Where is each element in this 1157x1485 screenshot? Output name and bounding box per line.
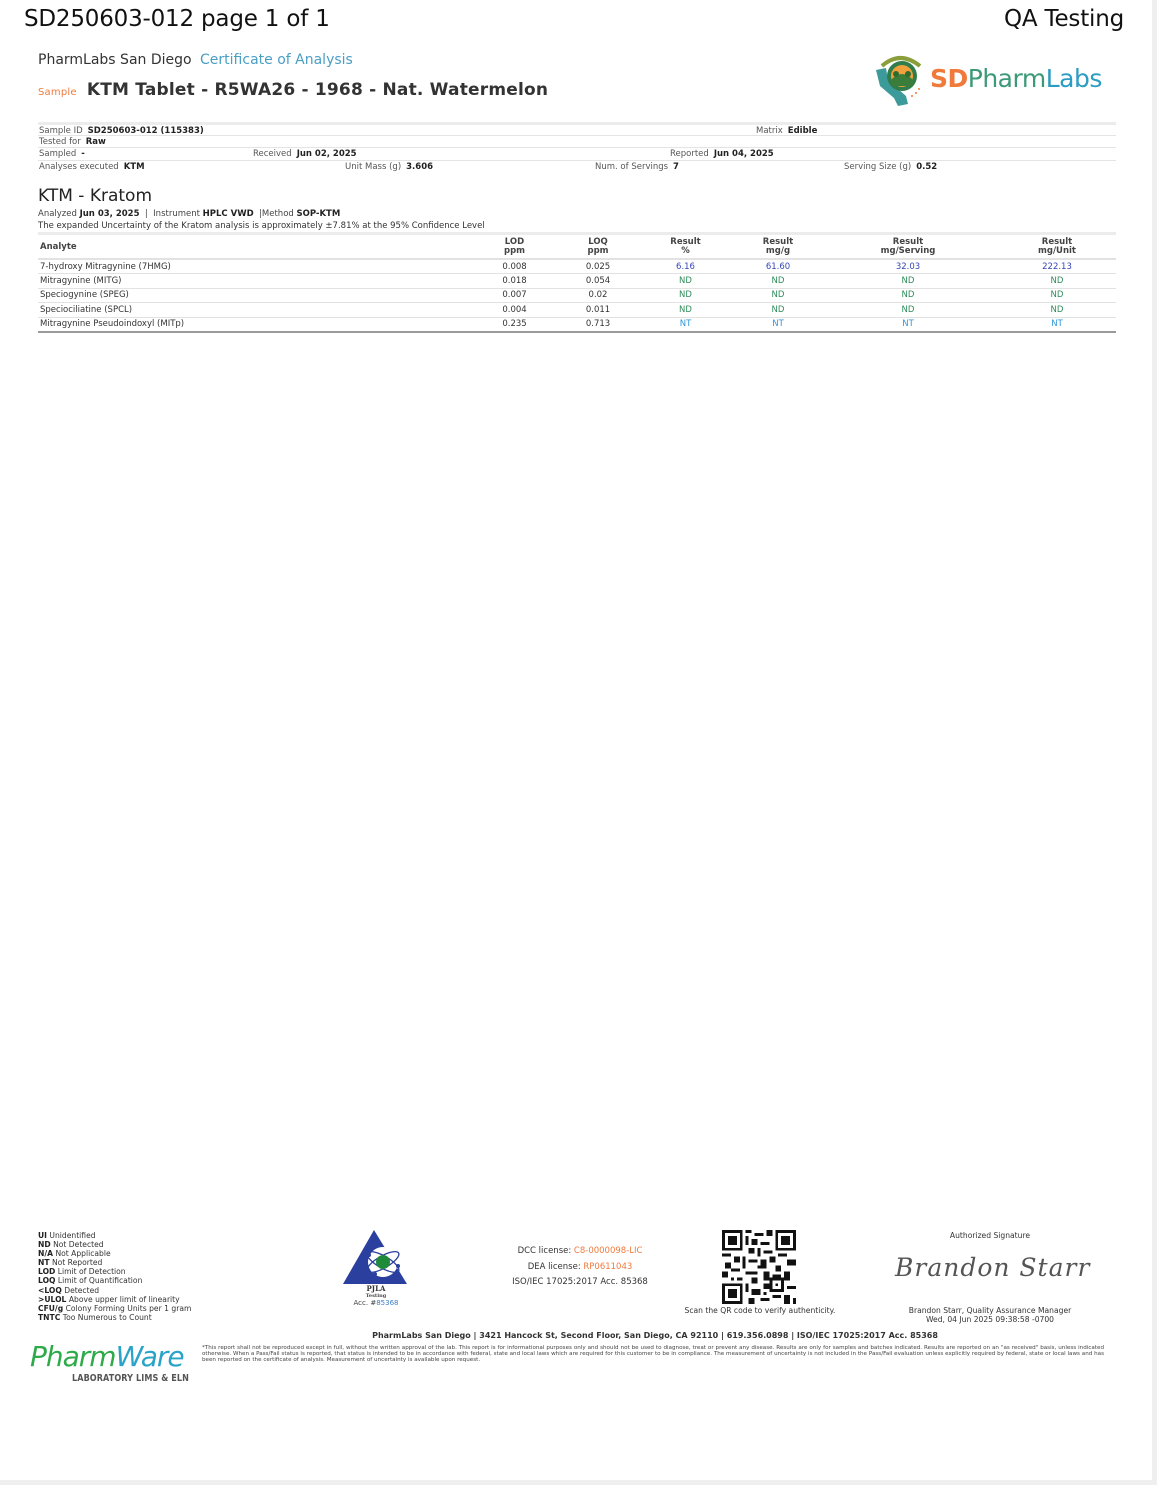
sampled-field: Sampled - (39, 149, 85, 159)
qr-code[interactable] (721, 1230, 797, 1304)
col-header-loq: LOQ ppm (563, 234, 633, 260)
serving-size-field: Serving Size (g) 0.52 (844, 161, 938, 172)
table-row: Speciociliatine (SPCL) 0.004 0.011 ND ND ND ND (38, 303, 1116, 318)
sample-info-table (38, 122, 1116, 172)
sample-id-field: Sample ID SD250603-012 (115383) (39, 126, 204, 136)
pharmware-tagline: LABORATORY LIMS & ELN (72, 1373, 189, 1384)
abbreviation-legend (38, 1231, 191, 1322)
legend-item: LOQ Limit of Quantification (38, 1276, 143, 1286)
iso-accreditation: ISO/IEC 17025:2017 Acc. 85368 (512, 1277, 648, 1287)
signatory: Brandon Starr, Quality Assurance Manager Wed, 04 Jun 2025 09:38:58 -0700 (908, 1306, 1072, 1324)
table-row: Mitragynine Pseudoindoxyl (MITp) 0.235 0.713 NT NT NT NT (38, 317, 1116, 332)
pharmware-logo (30, 1340, 189, 1390)
col-header-result-pct: Result % (633, 234, 738, 260)
legend-item: >ULOL Above upper limit of linearity (38, 1294, 180, 1304)
section-title: KTM - Kratom (38, 186, 153, 206)
info-row (38, 147, 1116, 160)
dcc-license: DCC license: C8-0000098-LIC (517, 1246, 643, 1256)
analysis-meta: Analyzed Jun 03, 2025 | Instrument HPLC VWD |Method SOP-KTM (38, 209, 341, 219)
dea-license: DEA license: RP0611043 (527, 1261, 633, 1272)
qr-caption: Scan the QR code to verify authenticity. (684, 1306, 836, 1315)
signature-title: Authorized Signature (949, 1231, 1031, 1240)
sample-heading (38, 80, 548, 100)
unit-mass-field: Unit Mass (g) 3.606 (345, 161, 434, 172)
logo-text: SDPharmLabs (930, 64, 1102, 93)
pjla-triangle-atom-icon (341, 1228, 411, 1286)
legend-item: N/A Not Applicable (38, 1249, 111, 1259)
license-info (505, 1244, 655, 1291)
col-header-result-mg-g: Result mg/g (738, 234, 818, 260)
matrix-field: Matrix Edible (756, 126, 818, 136)
lab-heading (38, 52, 353, 68)
pharmware-wordmark: PharmWare (30, 1340, 184, 1373)
servings-field: Num. of Servings 7 (595, 161, 679, 172)
col-header-result-mg-serving: Result mg/Serving (818, 234, 998, 260)
document-title: SD250603-012 page 1 of 1 (24, 6, 330, 32)
legend-item: NT Not Reported (38, 1258, 103, 1268)
disclaimer: *This report shall not be reproduced except in full, without the written approval of the lab. This report is for informational purposes only and should not be used to diagnose, treat or prevent any disease. Results are only for samples and batches indicated. Results are reported on an "as received" basis, unless indicated otherwise. When a Pass/Fail status is reported, that status is intended to be in accordance with federal, state and local laws which are required for this customer to be in compliance. The measurement of uncertainty is not included in the Pass/Fail evaluation unless explicitly required by federal, state or local laws and has been reported on the certificate of analysis. Measurement of uncertainty is available upon request. (202, 1345, 1104, 1363)
legend-item: LOD Limit of Detection (38, 1267, 126, 1277)
tested-for-field: Tested for Raw (39, 136, 106, 147)
sample-tag: Sample (38, 87, 77, 98)
sample-name: KTM Tablet - R5WA26 - 1968 - Nat. Watermelon (86, 80, 549, 100)
qa-testing-label: QA Testing (1003, 6, 1124, 32)
document-type: Certificate of Analysis (200, 52, 353, 68)
received-field: Received Jun 02, 2025 (253, 149, 357, 159)
table-row: Mitragynine (MITG) 0.018 0.054 ND ND ND ND (38, 274, 1116, 289)
analyses-field: Analyses executed KTM (39, 161, 145, 172)
table-row: 7-hydroxy Mitragynine (7HMG) 0.008 0.025 6.16 61.60 32.03 222.13 (38, 259, 1116, 274)
lab-name: PharmLabs San Diego (38, 52, 192, 68)
signature-image: Brandon Starr (895, 1253, 1091, 1282)
sdpharmlabs-logo (872, 52, 1117, 108)
lab-address: PharmLabs San Diego | 3421 Hancock St, Second Floor, San Diego, CA 92110 | 619.356.0898 | ISO/IEC 17025:2017 Acc. 85368 (372, 1331, 938, 1340)
legend-item: TNTC Too Numerous to Count (38, 1312, 152, 1322)
info-row (38, 160, 1116, 173)
col-header-analyte: Analyte (38, 234, 466, 260)
legend-item: UI Unidentified (38, 1231, 96, 1240)
table-header-row (38, 234, 1116, 260)
info-row (38, 135, 1116, 148)
table-row: Speciogynine (SPEG) 0.007 0.02 ND ND ND ND (38, 288, 1116, 303)
legend-item: ND Not Detected (38, 1240, 104, 1250)
california-map-logo-icon (872, 52, 930, 108)
results-table (38, 232, 1116, 333)
col-header-result-mg-unit: Result mg/Unit (998, 234, 1116, 260)
pjla-acc-number: Acc. #85368 (353, 1299, 399, 1307)
legend-item: CFU/g Colony Forming Units per 1 gram (38, 1303, 192, 1313)
uncertainty-note: The expanded Uncertainty of the Kratom analysis is approximately ±7.81% at the 95% Confidence Level (38, 221, 485, 231)
info-row (38, 122, 1116, 135)
col-header-lod: LOD ppm (466, 234, 563, 260)
reported-field: Reported Jun 04, 2025 (670, 149, 774, 159)
pjla-accreditation: PJLA Testing Acc. #85368 (340, 1228, 412, 1307)
legend-item: <LOQ Detected (38, 1285, 100, 1295)
